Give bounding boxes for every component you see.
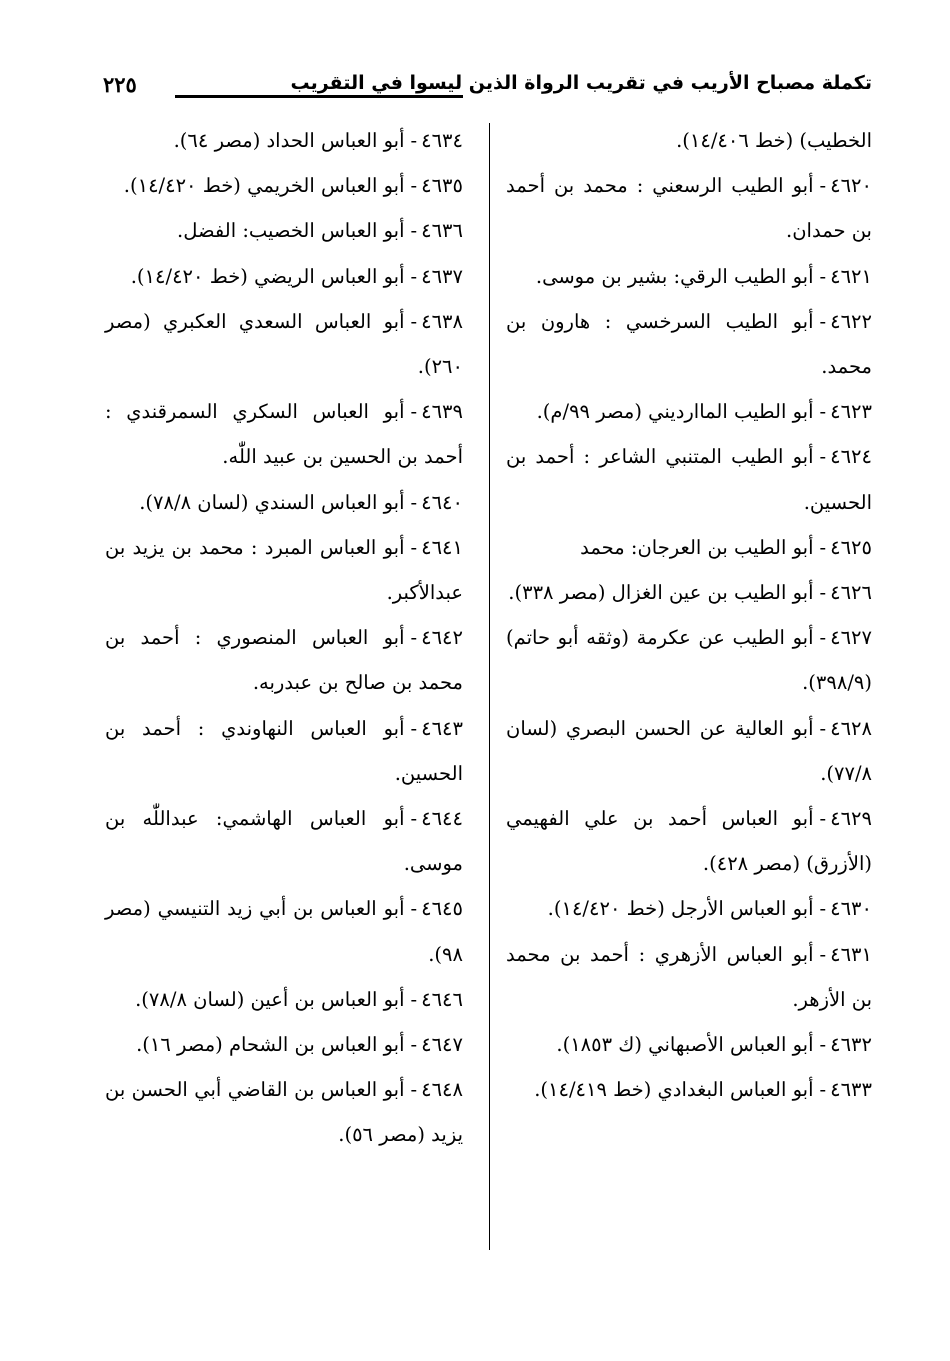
entry [506,1067,872,1112]
entry-text: أبو الطيب الرسعني : محمد بن أحمد بن حمدان. [506,174,872,243]
entry-dash: - [819,807,827,831]
entry-number: ٤٦٢٩ [830,807,872,831]
entry [105,254,463,299]
entry-text: أبو العالية عن الحسن البصري (لسان ٧٧/٨). [506,716,872,785]
entry-number: ٤٦٣٠ [830,897,872,921]
entry-dash: - [410,626,418,650]
entry-dash: - [410,264,418,288]
entry-dash: - [410,129,418,152]
entry-text: أبو العباس المنصوري : أحمد بن محمد بن صالح بن عبدربه. [105,626,463,695]
entry [506,163,872,253]
entry [105,480,463,525]
entry-number: ٤٦٣١ [830,942,872,966]
left-column [105,118,463,1158]
entry [506,570,872,615]
entry-text: أبو العباس السندي (لسان ٧٨/٨). [139,490,405,514]
entry-number: ٤٦٢٦ [830,581,872,605]
entry-number: ٤٦٤٧ [421,1033,463,1057]
entry-number: ٤٦٣٥ [421,174,463,198]
entry-text: أبو العباس بن القاضي أبي الحسن بن يزيد (مصر ٥٦). [105,1078,463,1147]
entry-text: أبو العباس بن أبي زيد التنيسي (مصر ٩٨). [105,897,463,966]
entry-text: أبو العباس الخصيب: الفضل. [177,219,405,243]
entry [105,796,463,886]
entry-dash: - [819,716,827,740]
entry-number: ٤٦٢٣ [830,400,872,424]
entry-text: أبو الطيب عن عكرمة (وثقه أبو حاتم) (٣٩٨/٩). [506,626,872,695]
entry [506,299,872,389]
entry [506,796,872,886]
entry-dash: - [410,1078,418,1102]
entry-dash: - [410,490,418,514]
entry-number: ٤٦٤٠ [421,490,463,514]
entry [105,1022,463,1067]
entry-number: ٤٦٤٤ [421,807,463,831]
entry-number: ٤٦٤٨ [421,1078,463,1102]
entry-number: ٤٦٢٢ [830,309,872,333]
entry-number: ٤٦٤٣ [421,716,463,740]
entry-text: أبو العباس الأرجل (خط ١٤/٤٢٠). [547,897,814,921]
entry-text: أبو العباس أحمد بن علي الفهيمي (الأزرق) (مصر ٤٢٨). [506,807,872,876]
entry [105,886,463,976]
entry-number: ٤٦٣٤ [421,129,463,152]
entry-text: أبو العباس السعدي العكبري (مصر ٢٦٠). [105,309,463,379]
entry-dash: - [819,626,827,650]
entry-text: الخطيب) (خط ١٤/٤٠٦). [676,129,872,152]
entry-dash: - [410,400,418,424]
column-divider [489,123,490,1250]
entry-text: أبو العباس الخريمي (خط ١٤/٤٢٠). [123,174,405,198]
entry-dash: - [819,174,827,198]
entry-text: أبو الطيب بن عين الغزال (مصر ٣٣٨). [508,581,814,605]
entry [506,118,872,163]
entry [105,1067,463,1157]
entry-dash: - [410,309,418,333]
entry-text: أبو الطيب الرقي: بشير بن موسى. [535,264,814,288]
entry-dash: - [410,174,418,198]
entry-dash: - [819,264,827,288]
entry-number: ٤٦٤٢ [421,626,463,650]
entry [105,977,463,1022]
entry [105,706,463,796]
entry-text: أبو العباس الهاشمي: عبداللّٰه بن موسى. [105,807,463,876]
entry-dash: - [410,219,418,243]
entry-number: ٤٦٣٣ [830,1078,872,1102]
page-number: ٢٢٥ [103,72,137,97]
entry-number: ٤٦٢١ [830,264,872,288]
entry-number: ٤٦٣٨ [421,309,463,333]
entry [506,886,872,931]
running-title: تكملة مصباح الأريب في تقريب الرواة الذين ليسوا في التقريب [290,72,872,94]
entry-text: أبو العباس الأزهري : أحمد بن محمد بن الأزهر. [506,942,872,1011]
header-rule [175,95,463,98]
entry [105,615,463,705]
entry-dash: - [819,445,827,469]
entry [506,434,872,524]
right-column [506,118,872,1112]
entry-text: أبو العباس البغدادي (خط ١٤/٤١٩). [534,1078,814,1102]
entry-number: ٤٦٣٦ [421,219,463,243]
entry-text: أبو العباس المبرد : محمد بن يزيد بن عبدالأكبر. [105,535,463,605]
entry [105,208,463,253]
entry-text: أبو العباس الريضي (خط ١٤/٤٢٠). [130,264,405,288]
entry-number: ٤٦٢٥ [830,535,872,559]
entry [506,1022,872,1067]
entry-number: ٤٦٤٥ [421,897,463,921]
entry [506,932,872,1022]
entry-text: أبو العباس الحداد (مصر ٦٤). [173,129,405,152]
entry-text: أبو العباس السكري السمرقندي : أحمد بن الحسين بن عبيد اللّٰه. [105,400,463,469]
entry-number: ٤٦٤٦ [421,987,463,1011]
entry-number: ٤٦٢٤ [830,445,872,469]
entry-text: أبو العباس الأصبهاني (ك ١٨٥٣). [556,1033,814,1057]
entry [506,706,872,796]
entry-number: ٤٦٢٠ [830,174,872,198]
entry [105,525,463,615]
entry-dash: - [819,535,827,559]
entry-dash: - [819,309,827,333]
entry-dash: - [410,807,418,831]
entry-dash: - [819,400,827,424]
entry-text: أبو العباس بن الشحام (مصر ١٦). [136,1033,405,1057]
entry-dash: - [410,987,418,1011]
entry-dash: - [410,535,418,559]
entry-number: ٤٦٢٨ [830,716,872,740]
entry-text: أبو العباس النهاوندي : أحمد بن الحسين. [105,716,463,785]
entry-dash: - [819,581,827,605]
entry-dash: - [410,897,418,921]
entry-text: أبو الطيب السرخسي : هارون بن محمد. [506,309,872,379]
entry-text: أبو الطيب الماارديني (مصر ٩٩/م). [536,400,814,424]
entry-dash: - [819,1033,827,1057]
entry-number: ٤٦٣٧ [421,264,463,288]
entry-text: أبو الطيب المتنبي الشاعر : أحمد بن الحسين. [506,445,872,514]
entry [105,299,463,389]
entry [506,389,872,434]
entry-text: أبو العباس بن أعين (لسان ٧٨/٨). [135,987,405,1011]
entry [506,525,872,570]
entry-text: أبو الطيب بن العرجان: محمد [580,535,814,559]
entry-number: ٤٦٣٢ [830,1033,872,1057]
entry-dash: - [819,897,827,921]
entry [506,254,872,299]
entry-dash: - [819,1078,827,1102]
entry-dash: - [410,1033,418,1057]
entry [506,615,872,705]
entry-dash: - [819,942,827,966]
entry-number: ٤٦٢٧ [830,626,872,650]
entry-dash: - [410,716,418,740]
entry [105,163,463,208]
entry [105,389,463,479]
entry-number: ٤٦٣٩ [421,400,463,424]
entry [105,118,463,163]
entry-number: ٤٦٤١ [421,535,463,559]
